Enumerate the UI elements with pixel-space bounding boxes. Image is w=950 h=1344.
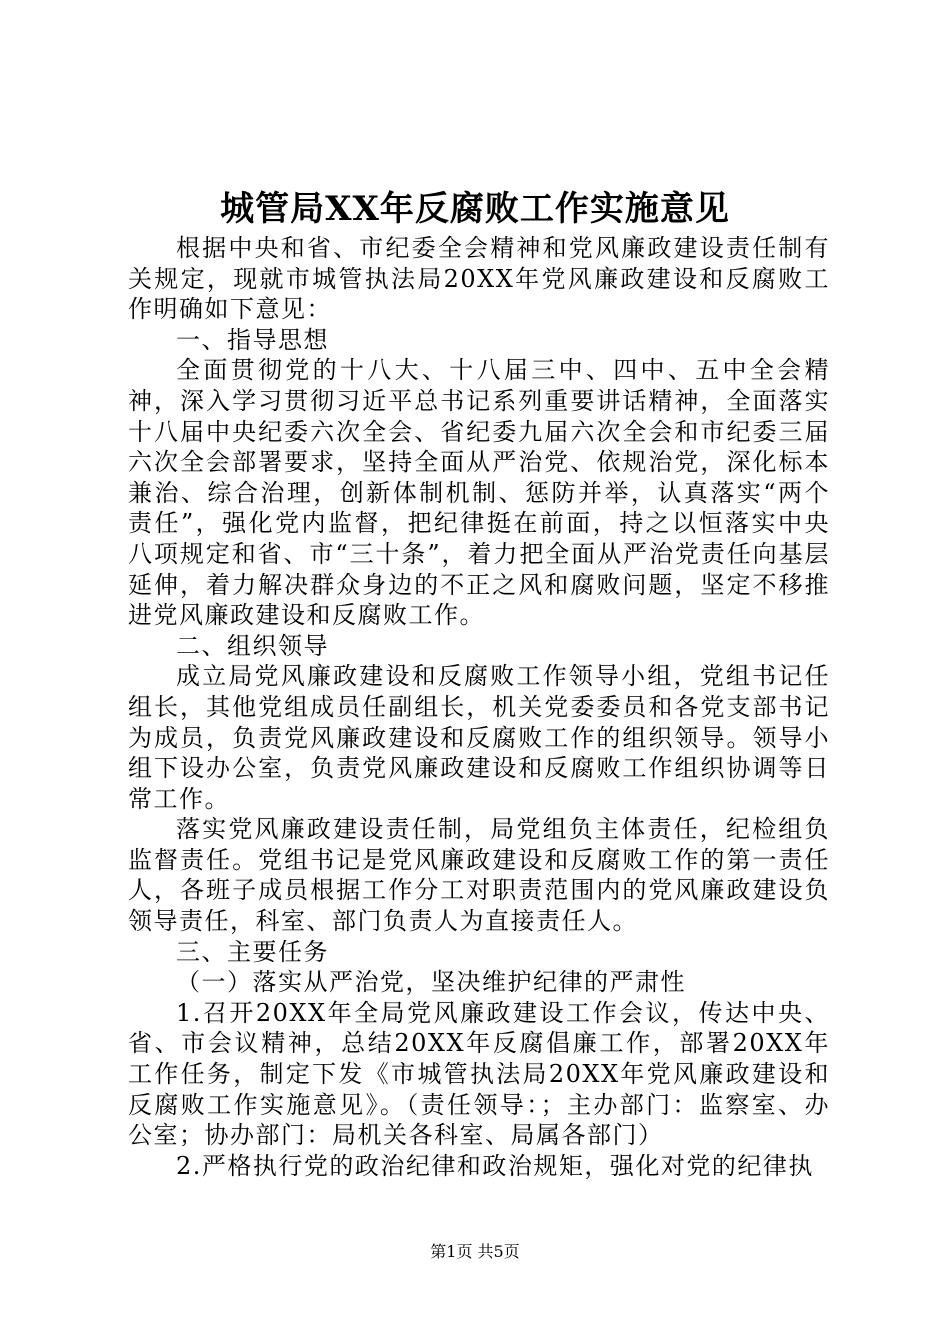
guiding-ideology-paragraph: 全面贯彻党的十八大、十八届三中、四中、五中全会精神，深入学习贯彻习近平总书记系列重要讲话精神，全面落实十八届中央纪委六次全会、省纪委九届六次全会和市纪委三届六次全会部署要求，坚持全面从严治党、依规治党，深化标本兼治、综合治理，创新体制机制、惩防并举，认真落实“两个责任”，强化党内监督，把纪律挺在前面，持之以恒落实中央八项规定和省、市“三十条”，着力把全面从严治党责任向基层延伸，着力解决群众身边的不正之风和腐败问题，坚定不移推进党风廉政建设和反腐败工作。 xyxy=(128,356,830,630)
document-title: 城管局XX年反腐败工作实施意见 xyxy=(220,189,730,229)
subsection-heading-1: （一）落实从严治党，坚决维护纪律的严肃性 xyxy=(176,968,686,997)
task-item-1: 1.召开20XX年全局党风廉政建设工作会议，传达中央、省、市会议精神，总结20XX年反腐倡廉工作，部署20XX年工作任务，制定下发《市城管执法局20XX年党风廉政建设和反腐败工作实施意见》。（责任领导：；主办部门：监察室、办公室；协办部门：局机关各科室、局属各部门） xyxy=(128,998,830,1150)
section-heading-main-tasks: 三、主要任务 xyxy=(176,937,329,966)
document-body xyxy=(128,233,830,1181)
organization-paragraph-1: 成立局党风廉政建设和反腐败工作领导小组，党组书记任组长，其他党组成员任副组长，机关党委委员和各党支部书记为成员，负责党风廉政建设和反腐败工作的组织领导。领导小组下设办公室，负责党风廉政建设和反腐败工作组织协调等日常工作。 xyxy=(128,662,830,813)
section-heading-guiding-ideology: 一、指导思想 xyxy=(176,325,329,354)
task-item-2: 2.严格执行党的政治纪律和政治规矩，强化对党的纪律执 xyxy=(176,1151,814,1180)
organization-paragraph-2: 落实党风廉政建设责任制，局党组负主体责任，纪检组负监督责任。党组书记是党风廉政建设和反腐败工作的第一责任人，各班子成员根据工作分工对职责范围内的党风廉政建设负领导责任，科室、部门负责人为直接责任人。 xyxy=(128,815,830,936)
section-heading-organization: 二、组织领导 xyxy=(176,631,329,660)
page-footer: 第1页 共5页 xyxy=(430,1242,520,1261)
intro-paragraph: 根据中央和省、市纪委全会精神和党风廉政建设责任制有关规定，现就市城管执法局20XX年党风廉政建设和反腐败工作明确如下意见： xyxy=(128,234,830,324)
